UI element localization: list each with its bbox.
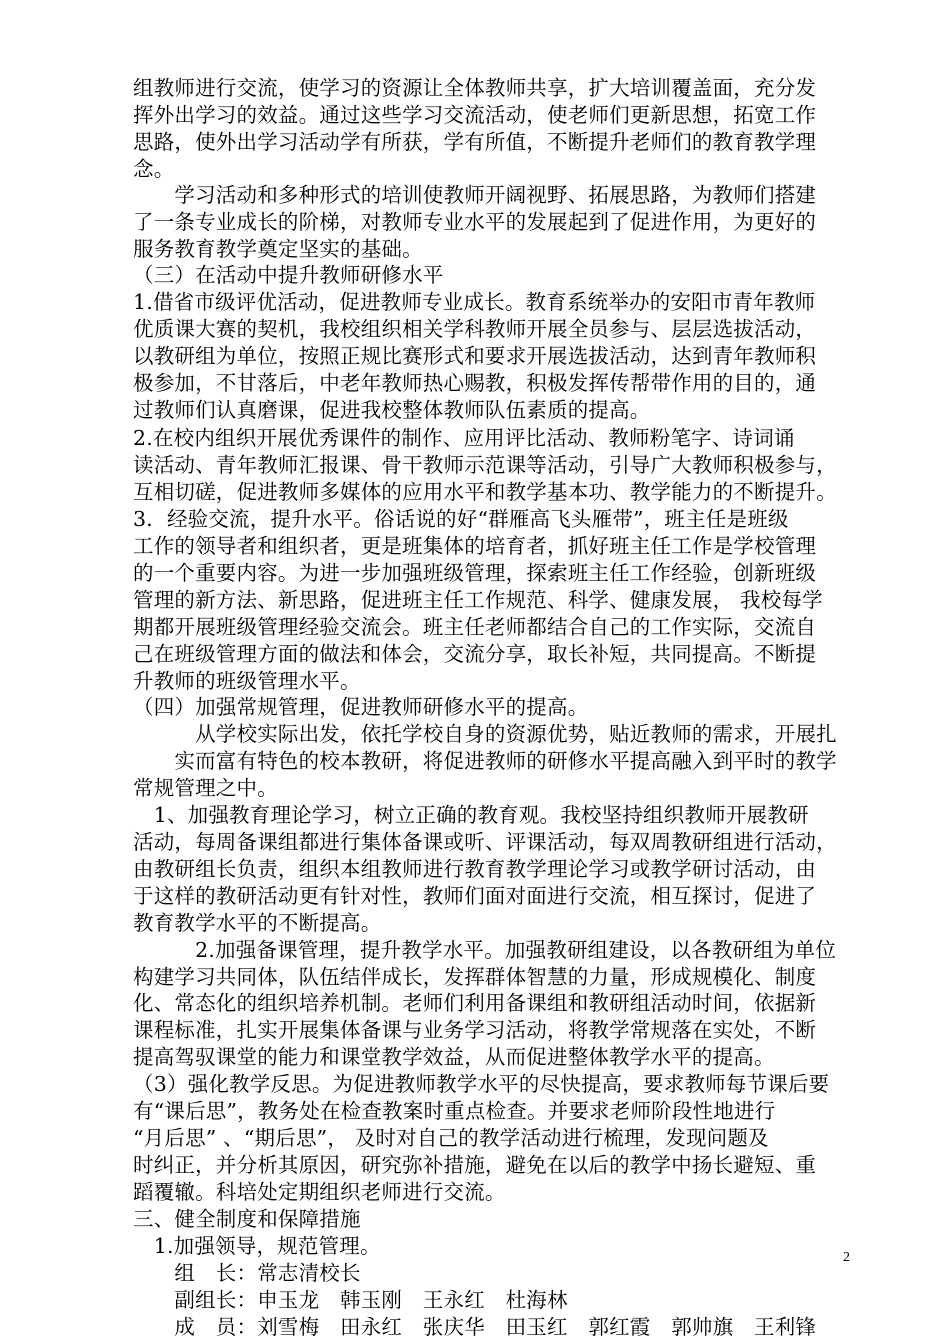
text-line: 1、加强教育理论学习，树立正确的教育观。我校坚持组织教师开展教研 xyxy=(133,803,809,827)
text-line: 1.加强领导，规范管理。 xyxy=(133,1234,381,1258)
text-line: 升教师的班级管理水平。 xyxy=(133,669,361,693)
text-line: 念。 xyxy=(133,157,175,181)
text-line: 化、常态化的组织培养机制。老师们利用备课组和教研组活动时间，依据新 xyxy=(133,991,817,1015)
text-line: 挥外出学习的效益。通过这些学习交流活动，使老师们更新思想，拓宽工作 xyxy=(133,103,817,127)
text-line: 提高驾驭课堂的能力和课堂教学效益，从而促进整体教学水平的提高。 xyxy=(133,1045,775,1069)
text-line: 组教师进行交流，使学习的资源让全体教师共享，扩大培训覆盖面，充分发 xyxy=(133,76,817,100)
text-line: 构建学习共同体，队伍结伴成长，发挥群体智慧的力量，形成规模化、制度 xyxy=(133,965,817,989)
text-line: 副组长：申玉龙 韩玉刚 王永红 杜海林 xyxy=(133,1288,568,1312)
text-line: 读活动、青年教师汇报课、骨干教师示范课等活动，引导广大教师积极参与， xyxy=(133,453,837,477)
text-line: 互相切磋，促进教师多媒体的应用水平和教学基本功、教学能力的不断提升。 xyxy=(133,480,837,504)
text-line: 学习活动和多种形式的培训使教师开阔视野、拓展思路，为教师们搭建 xyxy=(133,183,817,207)
text-line: 组 长：常志清校长 xyxy=(133,1261,361,1285)
text-line: 1.借省市级评优活动，促进教师专业成长。教育系统举办的安阳市青年教师 xyxy=(133,290,816,314)
text-line: 活动，每周备课组都进行集体备课或听、评课活动，每双周教研组进行活动， xyxy=(133,830,837,854)
text-line: 工作的领导者和组织者，更是班集体的培育者，抓好班主任工作是学校管理 xyxy=(133,534,817,558)
text-line: 思路，使外出学习活动学有所获，学有所值，不断提升老师们的教育教学理 xyxy=(133,130,817,154)
text-line: 常规管理之中。 xyxy=(133,776,278,800)
text-line: 期都开展班级管理经验交流会。班主任老师都结合自己的工作实际，交流自 xyxy=(133,615,817,639)
text-line: 的一个重要内容。为进一步加强班级管理，探索班主任工作经验，创新班级 xyxy=(133,561,817,585)
text-line: 了一条专业成长的阶梯，对教师专业水平的发展起到了促进作用，为更好的 xyxy=(133,210,817,234)
text-line: 时纠正，并分析其原因，研究弥补措施，避免在以后的教学中扬长避短、重 xyxy=(133,1153,817,1177)
text-line: “月后思” 、“期后思”， 及时对自己的教学活动进行梳理，发现问题及 xyxy=(133,1126,769,1150)
text-line: 过教师们认真磨课，促进我校整体教师队伍素质的提高。 xyxy=(133,398,651,422)
text-line: 2.在校内组织开展优秀课件的制作、应用评比活动、教师粉笔字、诗词诵 xyxy=(133,426,795,450)
text-line: 由教研组长负责，组织本组教师进行教育教学理论学习或教学研讨活动，由 xyxy=(133,857,817,881)
text-line: 服务教育教学奠定坚实的基础。 xyxy=(133,237,423,261)
text-line: （3）强化教学反思。为促进教师教学水平的尽快提高，要求教师每节课后要 xyxy=(133,1072,830,1096)
text-line: 以教研组为单位，按照正规比赛形式和要求开展选拔活动，达到青年教师积 xyxy=(133,344,817,368)
text-line: 三、健全制度和保障措施 xyxy=(133,1207,361,1231)
text-line: 成 员：刘雪梅 田永红 张庆华 田玉红 郭红霞 郭帅旗 王利锋 xyxy=(133,1315,817,1339)
text-line: 2.加强备课管理，提升教学水平。加强教研组建设，以各教研组为单位 xyxy=(133,938,837,962)
text-line: 于这样的教研活动更有针对性，教师们面对面进行交流，相互探讨，促进了 xyxy=(133,884,817,908)
text-line: （四）加强常规管理，促进教师研修水平的提高。 xyxy=(133,695,589,719)
text-line: 管理的新方法、新思路，促进班主任工作规范、科学、健康发展， 我校每学 xyxy=(133,588,823,612)
text-line: 极参加，不甘落后，中老年教师热心赐教，积极发挥传帮带作用的目的，通 xyxy=(133,371,817,395)
text-line: 从学校实际出发，依托学校自身的资源优势，贴近教师的需求，开展扎 xyxy=(133,722,837,746)
text-line: 有“课后思”，教务处在检查教案时重点检查。并要求老师阶段性地进行 xyxy=(133,1099,776,1123)
text-line: 蹈覆辙。科培处定期组织老师进行交流。 xyxy=(133,1180,506,1204)
text-line: 3．经验交流，提升水平。俗话说的好“群雁高飞头雁带”，班主任是班级 xyxy=(133,507,789,531)
page-number: 2 xyxy=(843,1250,850,1265)
text-line: 实而富有特色的校本教研，将促进教师的研修水平提高融入到平时的教学 xyxy=(133,749,837,773)
text-line: 课程标准，扎实开展集体备课与业务学习活动，将教学常规落在实处，不断 xyxy=(133,1018,817,1042)
text-line: 优质课大赛的契机，我校组织相关学科教师开展全员参与、层层选拔活动， xyxy=(133,317,817,341)
text-line: 己在班级管理方面的做法和体会，交流分享，取长补短，共同提高。不断提 xyxy=(133,642,817,666)
text-line: （三）在活动中提升教师研修水平 xyxy=(133,263,444,287)
text-line: 教育教学水平的不断提高。 xyxy=(133,911,382,935)
